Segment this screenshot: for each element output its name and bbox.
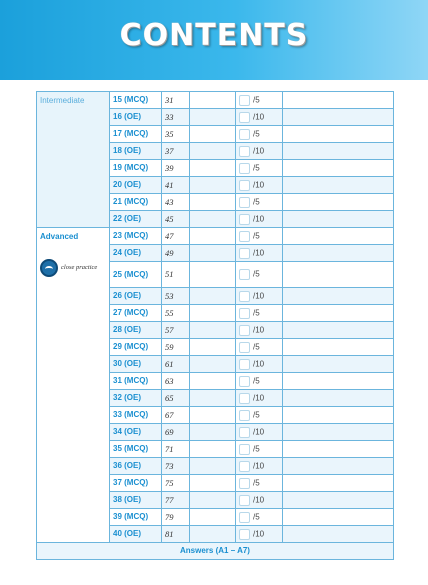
- page-number: 45: [162, 211, 190, 228]
- notes-cell: [283, 509, 394, 526]
- notes-cell: [283, 526, 394, 543]
- score-total: /10: [253, 495, 265, 504]
- score-checkbox[interactable]: [239, 269, 250, 280]
- page-number: 81: [162, 526, 190, 543]
- blank-cell: [190, 526, 236, 543]
- notes-cell: [283, 92, 394, 109]
- score-cell: [236, 407, 283, 424]
- score-cell: [236, 211, 283, 228]
- blank-cell: [190, 407, 236, 424]
- question-label: 30 (OE): [110, 356, 162, 373]
- page-title: CONTENTS: [119, 18, 309, 53]
- blank-cell: [190, 288, 236, 305]
- notes-cell: [283, 458, 394, 475]
- score-cell: [236, 109, 283, 126]
- notes-cell: [283, 475, 394, 492]
- score-cell: [236, 228, 283, 245]
- page-number: 79: [162, 509, 190, 526]
- blank-cell: [190, 390, 236, 407]
- page-number: 67: [162, 407, 190, 424]
- score-total: /10: [253, 112, 265, 121]
- score-total: /10: [253, 325, 265, 334]
- score-cell: [236, 373, 283, 390]
- notes-cell: [283, 441, 394, 458]
- blank-cell: [190, 194, 236, 211]
- contents-table: [36, 91, 394, 560]
- score-checkbox[interactable]: [239, 95, 250, 106]
- score-checkbox[interactable]: [239, 342, 250, 353]
- score-total: /10: [253, 214, 265, 223]
- blank-cell: [190, 356, 236, 373]
- page-number: 55: [162, 305, 190, 322]
- score-cell: [236, 390, 283, 407]
- blank-cell: [190, 211, 236, 228]
- score-total: /10: [253, 146, 265, 155]
- page-number: 71: [162, 441, 190, 458]
- page-number: 59: [162, 339, 190, 356]
- score-checkbox[interactable]: [239, 129, 250, 140]
- score-cell: [236, 177, 283, 194]
- question-label: 24 (OE): [110, 245, 162, 262]
- question-label: 15 (MCQ): [110, 92, 162, 109]
- page-number: 47: [162, 228, 190, 245]
- close-practice-badge: [40, 259, 106, 277]
- page-number: 35: [162, 126, 190, 143]
- blank-cell: [190, 424, 236, 441]
- question-label: 40 (OE): [110, 526, 162, 543]
- question-label: 26 (OE): [110, 288, 162, 305]
- score-total: /10: [253, 529, 265, 538]
- score-total: /5: [253, 197, 260, 206]
- score-checkbox[interactable]: [239, 112, 250, 123]
- page-number: 53: [162, 288, 190, 305]
- page-number: 49: [162, 245, 190, 262]
- score-total: /5: [253, 163, 260, 172]
- question-label: 21 (MCQ): [110, 194, 162, 211]
- blank-cell: [190, 305, 236, 322]
- page-number: 65: [162, 390, 190, 407]
- score-total: /10: [253, 393, 265, 402]
- notes-cell: [283, 407, 394, 424]
- score-total: /5: [253, 231, 260, 240]
- notes-cell: [283, 245, 394, 262]
- blank-cell: [190, 475, 236, 492]
- question-label: 29 (MCQ): [110, 339, 162, 356]
- notes-cell: [283, 424, 394, 441]
- notes-cell: [283, 322, 394, 339]
- score-cell: [236, 356, 283, 373]
- contents-table-body: [37, 92, 394, 560]
- score-cell: [236, 92, 283, 109]
- score-checkbox[interactable]: [239, 197, 250, 208]
- blank-cell: [190, 322, 236, 339]
- score-cell: [236, 245, 283, 262]
- question-label: 16 (OE): [110, 109, 162, 126]
- page-number: 63: [162, 373, 190, 390]
- question-label: 19 (MCQ): [110, 160, 162, 177]
- blank-cell: [190, 126, 236, 143]
- page-number: 61: [162, 356, 190, 373]
- notes-cell: [283, 390, 394, 407]
- question-label: 38 (OE): [110, 492, 162, 509]
- score-cell: [236, 339, 283, 356]
- score-cell: [236, 194, 283, 211]
- page-number: 39: [162, 160, 190, 177]
- level-advanced-label: Advanced: [40, 232, 79, 241]
- score-cell: [236, 492, 283, 509]
- blank-cell: [190, 109, 236, 126]
- score-total: /10: [253, 248, 265, 257]
- page-number: 57: [162, 322, 190, 339]
- question-label: 25 (MCQ): [110, 262, 162, 288]
- notes-cell: [283, 109, 394, 126]
- page-number: 77: [162, 492, 190, 509]
- page-number: 33: [162, 109, 190, 126]
- answers-link[interactable]: Answers (A1 – A7): [37, 543, 394, 560]
- score-checkbox[interactable]: [239, 146, 250, 157]
- notes-cell: [283, 492, 394, 509]
- notes-cell: [283, 143, 394, 160]
- score-cell: [236, 458, 283, 475]
- blank-cell: [190, 262, 236, 288]
- score-cell: [236, 475, 283, 492]
- score-checkbox[interactable]: [239, 325, 250, 336]
- blank-cell: [190, 177, 236, 194]
- score-cell: [236, 526, 283, 543]
- score-cell: [236, 288, 283, 305]
- score-total: /5: [253, 95, 260, 104]
- score-checkbox[interactable]: [239, 248, 250, 259]
- blank-cell: [190, 92, 236, 109]
- score-checkbox[interactable]: [239, 495, 250, 506]
- question-label: 31 (MCQ): [110, 373, 162, 390]
- page-number: 43: [162, 194, 190, 211]
- score-total: /10: [253, 180, 265, 189]
- question-label: 17 (MCQ): [110, 126, 162, 143]
- score-total: /5: [253, 129, 260, 138]
- score-checkbox[interactable]: [239, 291, 250, 302]
- notes-cell: [283, 228, 394, 245]
- page-number: 51: [162, 262, 190, 288]
- notes-cell: [283, 211, 394, 228]
- score-checkbox[interactable]: [239, 427, 250, 438]
- level-advanced: [37, 228, 110, 543]
- question-label: 35 (MCQ): [110, 441, 162, 458]
- score-total: /10: [253, 427, 265, 436]
- blank-cell: [190, 458, 236, 475]
- question-label: 27 (MCQ): [110, 305, 162, 322]
- score-checkbox[interactable]: [239, 461, 250, 472]
- question-label: 18 (OE): [110, 143, 162, 160]
- question-label: 39 (MCQ): [110, 509, 162, 526]
- score-cell: [236, 322, 283, 339]
- score-total: /5: [253, 410, 260, 419]
- score-checkbox[interactable]: [239, 308, 250, 319]
- question-label: 33 (MCQ): [110, 407, 162, 424]
- question-label: 36 (OE): [110, 458, 162, 475]
- question-label: 23 (MCQ): [110, 228, 162, 245]
- score-checkbox[interactable]: [239, 231, 250, 242]
- score-cell: [236, 305, 283, 322]
- question-label: 22 (OE): [110, 211, 162, 228]
- question-label: 28 (OE): [110, 322, 162, 339]
- question-label: 20 (OE): [110, 177, 162, 194]
- score-cell: [236, 441, 283, 458]
- score-total: /10: [253, 291, 265, 300]
- blank-cell: [190, 143, 236, 160]
- level-intermediate: Intermediate: [37, 92, 110, 228]
- score-checkbox[interactable]: [239, 512, 250, 523]
- question-label: 32 (OE): [110, 390, 162, 407]
- header-banner: [0, 0, 428, 80]
- score-total: /5: [253, 269, 260, 279]
- notes-cell: [283, 262, 394, 288]
- score-checkbox[interactable]: [239, 214, 250, 225]
- score-total: /5: [253, 342, 260, 351]
- score-cell: [236, 143, 283, 160]
- score-total: /5: [253, 512, 260, 521]
- score-total: /5: [253, 376, 260, 385]
- page-number: 37: [162, 143, 190, 160]
- blank-cell: [190, 492, 236, 509]
- page-number: 41: [162, 177, 190, 194]
- close-practice-icon: [40, 259, 58, 277]
- table-row: [37, 228, 394, 245]
- contents-table-wrapper: [36, 91, 393, 560]
- table-row: [37, 92, 394, 109]
- blank-cell: [190, 441, 236, 458]
- blank-cell: [190, 160, 236, 177]
- blank-cell: [190, 245, 236, 262]
- answers-row: [37, 543, 394, 560]
- blank-cell: [190, 228, 236, 245]
- score-cell: [236, 160, 283, 177]
- blank-cell: [190, 339, 236, 356]
- notes-cell: [283, 126, 394, 143]
- score-checkbox[interactable]: [239, 478, 250, 489]
- blank-cell: [190, 373, 236, 390]
- score-checkbox[interactable]: [239, 163, 250, 174]
- score-checkbox[interactable]: [239, 180, 250, 191]
- score-cell: [236, 424, 283, 441]
- notes-cell: [283, 356, 394, 373]
- question-label: 34 (OE): [110, 424, 162, 441]
- notes-cell: [283, 160, 394, 177]
- score-cell: [236, 262, 283, 288]
- notes-cell: [283, 194, 394, 211]
- page-number: 73: [162, 458, 190, 475]
- close-practice-label: close practice: [61, 263, 98, 271]
- score-total: /5: [253, 308, 260, 317]
- score-total: /10: [253, 461, 265, 470]
- notes-cell: [283, 339, 394, 356]
- page-number: 75: [162, 475, 190, 492]
- score-checkbox[interactable]: [239, 393, 250, 404]
- score-total: /10: [253, 359, 265, 368]
- notes-cell: [283, 177, 394, 194]
- score-checkbox[interactable]: [239, 359, 250, 370]
- question-label: 37 (MCQ): [110, 475, 162, 492]
- score-checkbox[interactable]: [239, 444, 250, 455]
- page-number: 31: [162, 92, 190, 109]
- page-number: 69: [162, 424, 190, 441]
- notes-cell: [283, 373, 394, 390]
- blank-cell: [190, 509, 236, 526]
- score-total: /5: [253, 444, 260, 453]
- score-total: /5: [253, 478, 260, 487]
- score-checkbox[interactable]: [239, 529, 250, 540]
- score-cell: [236, 509, 283, 526]
- notes-cell: [283, 288, 394, 305]
- score-checkbox[interactable]: [239, 376, 250, 387]
- score-checkbox[interactable]: [239, 410, 250, 421]
- notes-cell: [283, 305, 394, 322]
- score-cell: [236, 126, 283, 143]
